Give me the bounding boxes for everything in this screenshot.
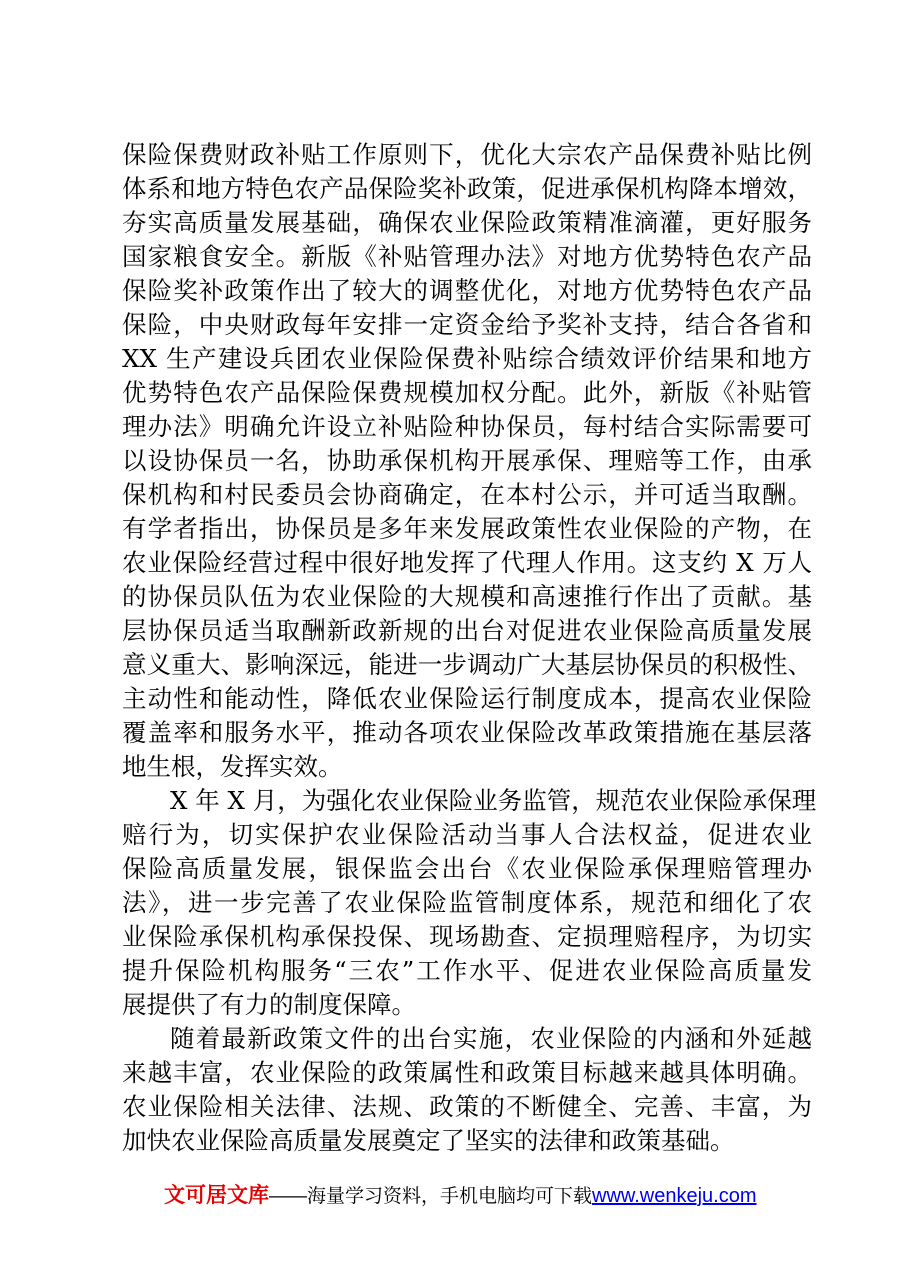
text-line: 夯实高质量发展基础，确保农业保险政策精准滴灌，更好服务 [122,208,812,237]
text-line: 保险奖补政策作出了较大的调整优化，对地方优势特色农产品 [122,276,812,305]
document-body [122,138,817,1158]
text-line: 法》，进一步完善了农业保险监管制度体系，规范和细化了农 [122,888,812,917]
text-line: 展提供了有力的制度保障。 [122,990,416,1019]
footer-brand: 文可居文库 [164,1184,269,1207]
text-line: 农业保险经营过程中很好地发挥了代理人作用。这支约 X 万人 [122,548,812,577]
text-line: 保机构和村民委员会协商确定，在本村公示，并可适当取酬。 [122,480,812,509]
text-line: 赔行为，切实保护农业保险活动当事人合法权益，促进农业 [122,820,812,849]
text-line: 的协保员队伍为农业保险的大规模和高速推行作出了贡献。基 [122,582,812,611]
text-line: 保险高质量发展，银保监会出台《农业保险承保理赔管理办 [122,854,812,883]
text-line: 农业保险相关法律、法规、政策的不断健全、完善、丰富，为 [122,1092,812,1121]
text-line: 以设协保员一名，协助承保机构开展承保、理赔等工作，由承 [122,446,812,475]
text-line: 国家粮食安全。新版《补贴管理办法》对地方优势特色农产品 [122,242,812,271]
footer-banner [164,1180,784,1212]
text-line: 保险，中央财政每年安排一定资金给予奖补支持，结合各省和 [122,310,812,339]
text-line: 保险保费财政补贴工作原则下，优化大宗农产品保费补贴比例 [122,140,812,169]
text-line: 意义重大、影响深远，能进一步调动广大基层协保员的积极性、 [122,650,812,679]
text-line: XX 生产建设兵团农业保险保费补贴综合绩效评价结果和地方 [122,344,812,373]
text-line: 有学者指出，协保员是多年来发展政策性农业保险的产物，在 [122,514,812,543]
footer-tagline: ——海量学习资料，手机电脑均可下载 [269,1186,593,1207]
text-line: 覆盖率和服务水平，推动各项农业保险改革政策措施在基层落 [122,718,812,747]
text-line: 层协保员适当取酬新政新规的出台对促进农业保险高质量发展 [122,616,812,645]
text-line: 地生根，发挥实效。 [122,752,343,781]
text-line: 随着最新政策文件的出台实施，农业保险的内涵和外延越 [170,1024,812,1053]
footer-website-link[interactable]: www.wenkeju.com [592,1185,757,1207]
text-line: 优势特色农产品保险保费规模加权分配。此外，新版《补贴管 [122,378,812,407]
text-line: 理办法》明确允许设立补贴险种协保员，每村结合实际需要可 [122,412,812,441]
text-line: 主动性和能动性，降低农业保险运行制度成本，提高农业保险 [122,684,812,713]
text-line: 来越丰富，农业保险的政策属性和政策目标越来越具体明确。 [122,1058,812,1087]
text-line: X 年 X 月，为强化农业保险业务监管，规范农业保险承保理 [170,786,817,815]
text-line: 加快农业保险高质量发展奠定了坚实的法律和政策基础。 [122,1126,735,1155]
text-line: 业保险承保机构承保投保、现场勘查、定损理赔程序，为切实 [122,922,812,951]
text-line: 提升保险机构服务“三农”工作水平、促进农业保险高质量发 [122,956,812,985]
text-line: 体系和地方特色农产品保险奖补政策，促进承保机构降本增效， [122,174,812,203]
